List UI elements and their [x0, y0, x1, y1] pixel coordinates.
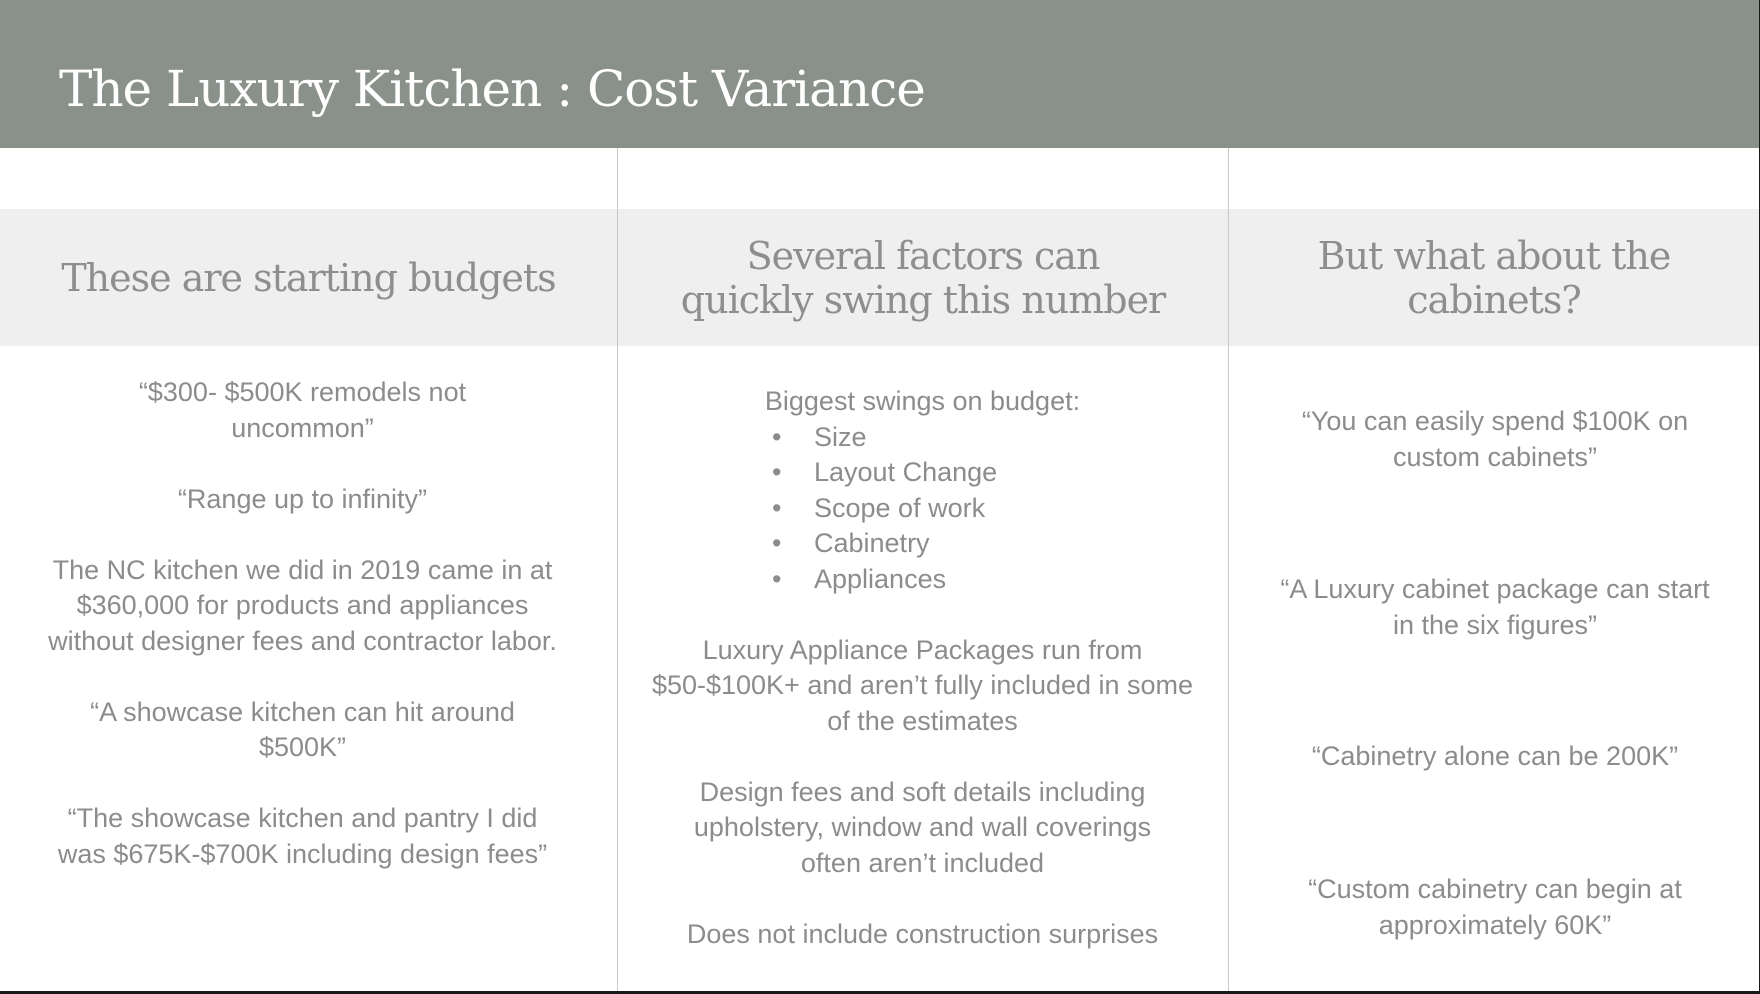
list-item: • Cabinetry: [772, 526, 1205, 562]
heading-line: quickly swing this number: [680, 277, 1166, 322]
bullet-icon: •: [772, 563, 782, 594]
column-heading-budgets: These are starting budgets: [61, 255, 556, 300]
appliance-packages-note: Luxury Appliance Packages run from $50-$100K+ and aren’t fully included in some of the estimates: [651, 634, 1194, 736]
quote-remodels: “$300- $500K remodels not uncommon”: [138, 377, 467, 443]
quote-range: “Range up to infinity”: [177, 483, 428, 514]
quote-showcase-pantry: “The showcase kitchen and pantry I did was $675K-$700K including design fees”: [57, 803, 548, 869]
list-item: • Layout Change: [772, 455, 1205, 491]
bullet-icon: •: [772, 421, 782, 452]
swings-intro: Biggest swings on budget:: [764, 386, 1081, 416]
list-item: • Size: [772, 420, 1205, 456]
bullet-icon: •: [772, 492, 782, 523]
factors-column: [640, 384, 1205, 952]
budgets-column: [40, 375, 565, 872]
bullet-icon: •: [772, 457, 782, 487]
column-heading-cabinets: But what about the cabinets?: [1317, 233, 1671, 322]
slide-title: The Luxury Kitchen : Cost Variance: [59, 60, 925, 118]
swings-list: [772, 420, 1205, 598]
column-heading-factors: [618, 209, 1228, 346]
quote-six-figures: “A Luxury cabinet package can start in the six figures”: [1280, 574, 1710, 640]
heading-line: Several factors can: [746, 233, 1100, 278]
quote-100k-cabinets: “You can easily spend $100K on custom cabinets”: [1301, 406, 1689, 472]
bullet-icon: •: [772, 528, 782, 558]
quote-200k: “Cabinetry alone can be 200K”: [1311, 741, 1679, 771]
construction-surprises-note: Does not include construction surprises: [686, 918, 1159, 949]
quote-showcase: “A showcase kitchen can hit around $500K”: [90, 696, 515, 762]
list-item: • Scope of work: [772, 491, 1205, 527]
list-item: • Appliances: [772, 562, 1205, 598]
nc-kitchen-note: The NC kitchen we did in 2019 came in at $360,000 for products and appliances without designer fees and contractor labor.: [48, 554, 557, 656]
design-fees-note: Design fees and soft details including upholstery, window and wall coverings often aren’t included: [693, 776, 1152, 878]
quote-60k: “Custom cabinetry can begin at approximately 60K”: [1308, 874, 1682, 940]
